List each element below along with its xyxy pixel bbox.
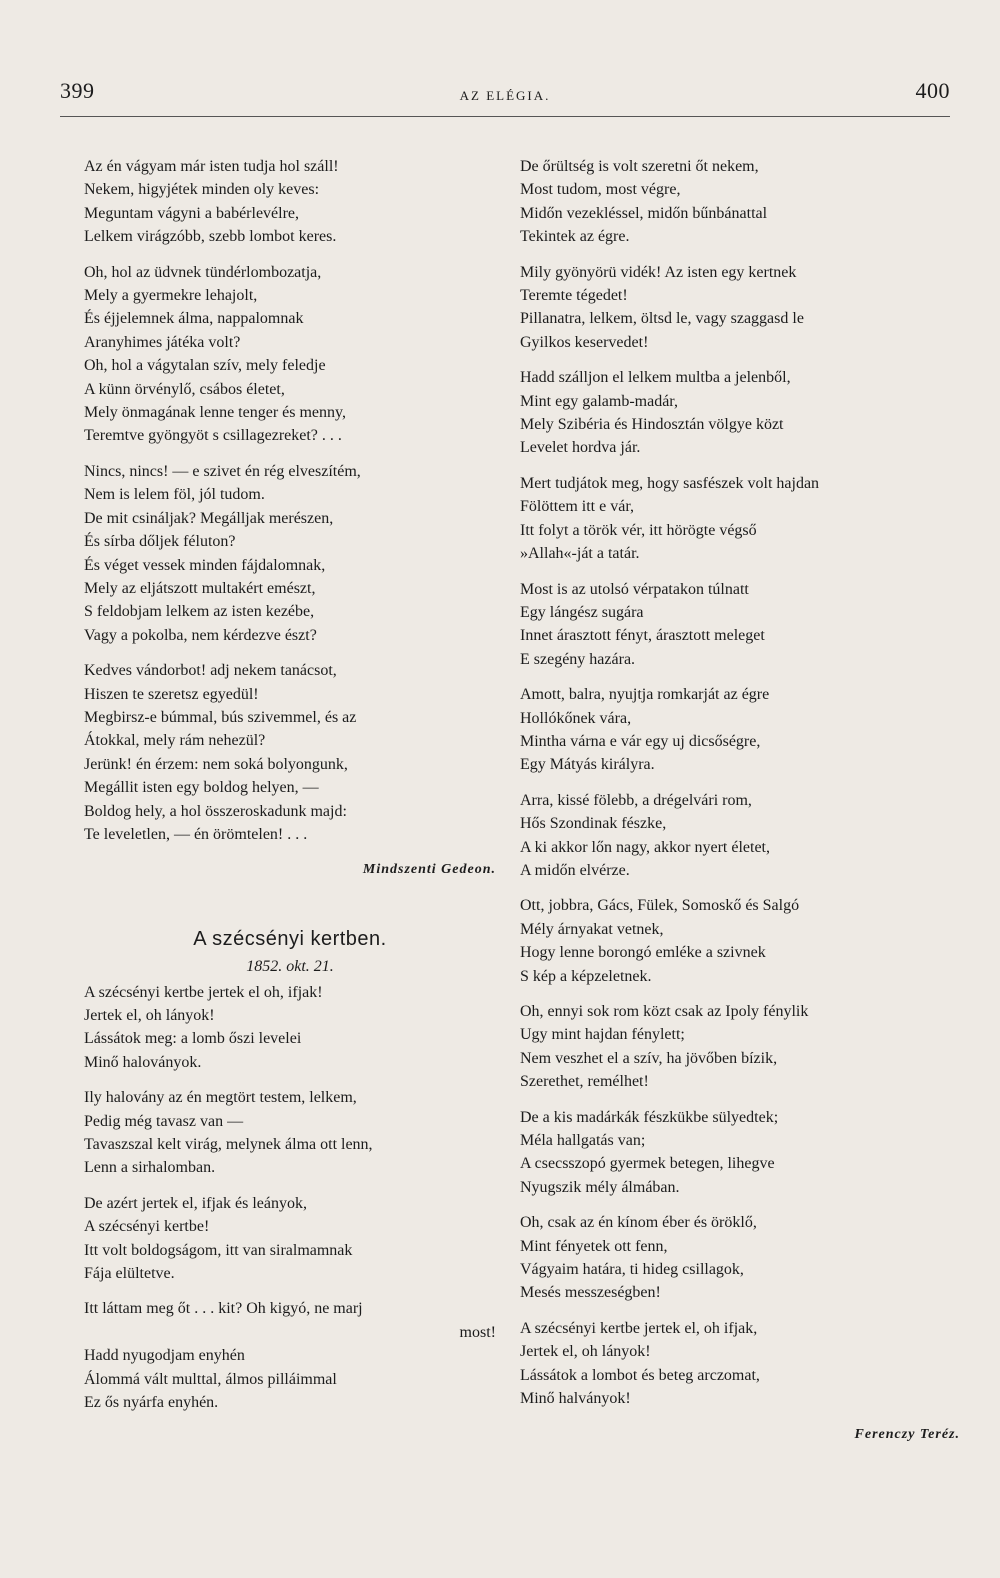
running-title: AZ ELÉGIA. xyxy=(459,88,551,103)
verse-line: Oh, hol az üdvnek tündérlombozatja, xyxy=(84,263,322,281)
stanza xyxy=(520,155,960,249)
verse-line: Hadd nyugodjam enyhén xyxy=(84,1347,245,1365)
verse-line: Lelkem virágzóbb, szebb lombot keres. xyxy=(84,228,337,246)
verse-line: Jertek el, oh lányok! xyxy=(520,1343,651,1361)
verse-line: A szécsényi kertbe jertek el oh, ifjak! xyxy=(84,983,323,1001)
verse-line: »Allah«-ját a tatár. xyxy=(520,545,640,563)
verse-line: Pillanatra, lelkem, öltsd le, vagy szaggasd le xyxy=(520,310,804,328)
verse-line: Nem is lelem föl, jól tudom. xyxy=(84,486,265,504)
verse-line: Hollókőnek vára, xyxy=(520,709,632,727)
verse-line: Levelet hordva jár. xyxy=(520,439,641,457)
verse-line: Fölöttem itt e vár, xyxy=(520,498,635,516)
verse-line: most! xyxy=(459,1323,496,1341)
verse-line: Teremtve gyöngyöt s csillagezreket? . . . xyxy=(84,427,342,445)
verse-line: Vagy a pokolba, nem kérdezve észt? xyxy=(84,626,317,644)
verse-line: De őrültség is volt szeretni őt nekem, xyxy=(520,158,759,175)
verse-line: Boldog hely, a hol összeroskadunk majd: xyxy=(84,802,347,820)
verse-line: Tavaszszal kelt virág, melynek álma ott lenn, xyxy=(84,1136,373,1154)
stanza xyxy=(520,1317,960,1411)
verse-line: E szegény hazára. xyxy=(520,650,636,668)
verse-line: És éjjelemnek álma, nappalomnak xyxy=(84,310,304,328)
verse-line: Lássátok meg: a lomb őszi levelei xyxy=(84,1030,302,1048)
verse-line: Álommá vált multtal, álmos pilláimmal xyxy=(84,1370,337,1388)
author-signature-2: Ferenczy Teréz. xyxy=(854,1426,960,1442)
verse-line: Itt láttam meg őt . . . kit? Oh kigyó, ne marj xyxy=(84,1300,363,1318)
left-column xyxy=(84,155,496,1427)
verse-line: Mely a gyermekre lehajolt, xyxy=(84,287,258,305)
verse-line: De mit csináljak? Megálljak merészen, xyxy=(84,509,334,527)
verse-line: Mert tudjátok meg, hogy sasfészek volt hajdan xyxy=(520,474,820,492)
verse-line: Jerünk! én érzem: nem soká bolyongunk, xyxy=(84,755,348,773)
stanza xyxy=(84,659,496,846)
verse-line: Te leveletlen, — én örömtelen! . . . xyxy=(84,825,308,843)
verse-line: Mily gyönyörü vidék! Az isten egy kertnek xyxy=(520,263,797,281)
verse-line: Teremte tégedet! xyxy=(520,287,628,305)
stanza xyxy=(520,261,960,355)
verse-line: Nyugszik mély álmában. xyxy=(520,1178,680,1196)
verse-line: Aranyhimes játéka volt? xyxy=(84,333,241,351)
verse-line: Minő haloványok. xyxy=(84,1053,202,1071)
poem-title: A szécsényi kertben. xyxy=(193,927,387,950)
verse-line: Ily halovány az én megtört testem, lelkem, xyxy=(84,1089,357,1107)
verse-line: Vágyaim határa, ti hideg csillagok, xyxy=(520,1261,744,1279)
verse-line: Gyilkos keservedet! xyxy=(520,333,649,351)
verse-line: A szécsényi kertbe! xyxy=(84,1218,210,1236)
page-number-left: 399 xyxy=(60,78,95,103)
verse-line: Ez ős nyárfa enyhén. xyxy=(84,1394,219,1412)
verse-line: Itt folyt a török vér, itt hörögte végső xyxy=(520,521,757,539)
verse-line: Mely Szibéria és Hindosztán völgye közt xyxy=(520,416,784,434)
verse-line: Arra, kissé fölebb, a drégelvári rom, xyxy=(520,791,752,809)
verse-line: Az én vágyam már isten tudja hol száll! xyxy=(84,158,339,175)
verse-line: Lássátok a lombot és beteg arczomat, xyxy=(520,1366,760,1384)
stanza xyxy=(84,261,496,448)
verse-line: Mint egy galamb-madár, xyxy=(520,392,678,410)
poem-szecsenyi-continued xyxy=(520,155,960,1411)
stanza xyxy=(520,578,960,672)
verse-line: Ott, jobbra, Gács, Fülek, Somoskő és Salgó xyxy=(520,897,800,915)
verse-line: Most tudom, most végre, xyxy=(520,181,681,199)
verse-line: Szerethet, remélhet! xyxy=(520,1073,649,1091)
stanza xyxy=(84,1192,496,1286)
verse-line: Lenn a sirhalomban. xyxy=(84,1159,216,1177)
verse-line: A künn örvénylő, csábos életet, xyxy=(84,380,285,398)
verse-line: A ki akkor lőn nagy, akkor nyert életet, xyxy=(520,838,770,856)
verse-line: Itt volt boldogságom, itt van siralmamnak xyxy=(84,1241,353,1259)
verse-line: Nincs, nincs! — e szivet én rég elveszítém, xyxy=(84,462,361,480)
verse-line: A csecsszopó gyermek betegen, lihegve xyxy=(520,1155,775,1173)
poem-szecsenyi xyxy=(84,981,496,1415)
verse-line: Egy Mátyás királyra. xyxy=(520,756,655,774)
stanza xyxy=(520,472,960,566)
verse-line: Méla hallgatás van; xyxy=(520,1132,646,1150)
poem-date: 1852. okt. 21. xyxy=(246,958,334,976)
stanza xyxy=(520,1000,960,1094)
verse-line: Innet árasztott fényt, árasztott meleget xyxy=(520,627,765,645)
verse-line: Fája elültetve. xyxy=(84,1265,175,1283)
verse-line: S feldobjam lelkem az isten kezébe, xyxy=(84,603,315,621)
verse-line: Nekem, higyjétek minden oly keves: xyxy=(84,181,320,199)
verse-line: Megbirsz-e búmmal, bús szivemmel, és az xyxy=(84,708,357,726)
verse-line: Meguntam vágyni a babérlevélre, xyxy=(84,204,300,222)
verse-line: Átokkal, mely rám nehezül? xyxy=(84,732,266,750)
stanza xyxy=(84,460,496,647)
verse-line: Hiszen te szeretsz egyedül! xyxy=(84,685,259,703)
stanza xyxy=(84,1297,496,1414)
stanza xyxy=(84,981,496,1075)
verse-line: Pedig még tavasz van — xyxy=(84,1112,244,1130)
verse-line: Mely önmagának lenne tenger és menny, xyxy=(84,404,346,422)
verse-line: De azért jertek el, ifjak és leányok, xyxy=(84,1194,307,1212)
verse-line: És véget vessek minden fájdalomnak, xyxy=(84,556,326,574)
verse-line: Jertek el, oh lányok! xyxy=(84,1007,215,1024)
verse-line: Tekintek az égre. xyxy=(520,228,630,246)
verse-line: Mely az eljátszott multakért emészt, xyxy=(84,579,316,597)
verse-line: Mintha várna e vár egy uj dicsőségre, xyxy=(520,732,761,750)
verse-line: És sírba dőljek féluton? xyxy=(84,533,236,551)
verse-line: A szécsényi kertbe jertek el, oh ifjak, xyxy=(520,1319,758,1337)
verse-line: Hős Szondinak fészke, xyxy=(520,815,667,833)
verse-line: S kép a képzeletnek. xyxy=(520,967,652,985)
verse-line: Megállit isten egy boldog helyen, — xyxy=(84,779,319,797)
verse-line: De a kis madárkák fészkükbe sülyedtek; xyxy=(520,1108,779,1126)
stanza xyxy=(84,1086,496,1180)
stanza xyxy=(84,155,496,249)
verse-line: Oh, hol a vágytalan szív, mely feledje xyxy=(84,357,326,375)
verse-line: Oh, csak az én kínom éber és öröklő, xyxy=(520,1214,757,1232)
verse-line: Nem veszhet el a szív, ha jövőben bízik, xyxy=(520,1049,778,1067)
page-number-right: 400 xyxy=(915,78,950,103)
verse-line: Midőn vezekléssel, midőn bűnbánattal xyxy=(520,204,768,222)
verse-line: Minő halványok! xyxy=(520,1390,631,1408)
verse-line: Kedves vándorbot! adj nekem tanácsot, xyxy=(84,662,337,680)
verse-line: Oh, ennyi sok rom közt csak az Ipoly fénylik xyxy=(520,1003,809,1020)
verse-line: Mint fényetek ott fenn, xyxy=(520,1237,668,1255)
verse-line: Ugy mint hajdan fénylett; xyxy=(520,1026,685,1044)
stanza xyxy=(520,894,960,988)
verse-line: A midőn elvérze. xyxy=(520,861,630,879)
stanza xyxy=(520,1211,960,1305)
stanza xyxy=(520,366,960,460)
verse-line: Amott, balra, nyujtja romkarját az égre xyxy=(520,686,770,704)
header-rule xyxy=(60,116,950,117)
verse-line: Mesés messzeségben! xyxy=(520,1284,661,1302)
verse-line: Mély árnyakat vetnek, xyxy=(520,920,664,938)
verse-line: Hadd szálljon el lelkem multba a jelenből, xyxy=(520,369,791,387)
verse-line: Hogy lenne borongó emléke a szivnek xyxy=(520,944,766,962)
verse-line: Egy lángész sugára xyxy=(520,603,644,621)
stanza xyxy=(520,789,960,883)
stanza xyxy=(520,1106,960,1200)
verse-line: Most is az utolsó vérpatakon túlnatt xyxy=(520,580,749,598)
stanza xyxy=(520,683,960,777)
author-signature-1: Mindszenti Gedeon. xyxy=(362,862,496,878)
right-column xyxy=(520,155,960,1446)
page-header xyxy=(60,78,950,118)
poem-elegy xyxy=(84,155,496,846)
